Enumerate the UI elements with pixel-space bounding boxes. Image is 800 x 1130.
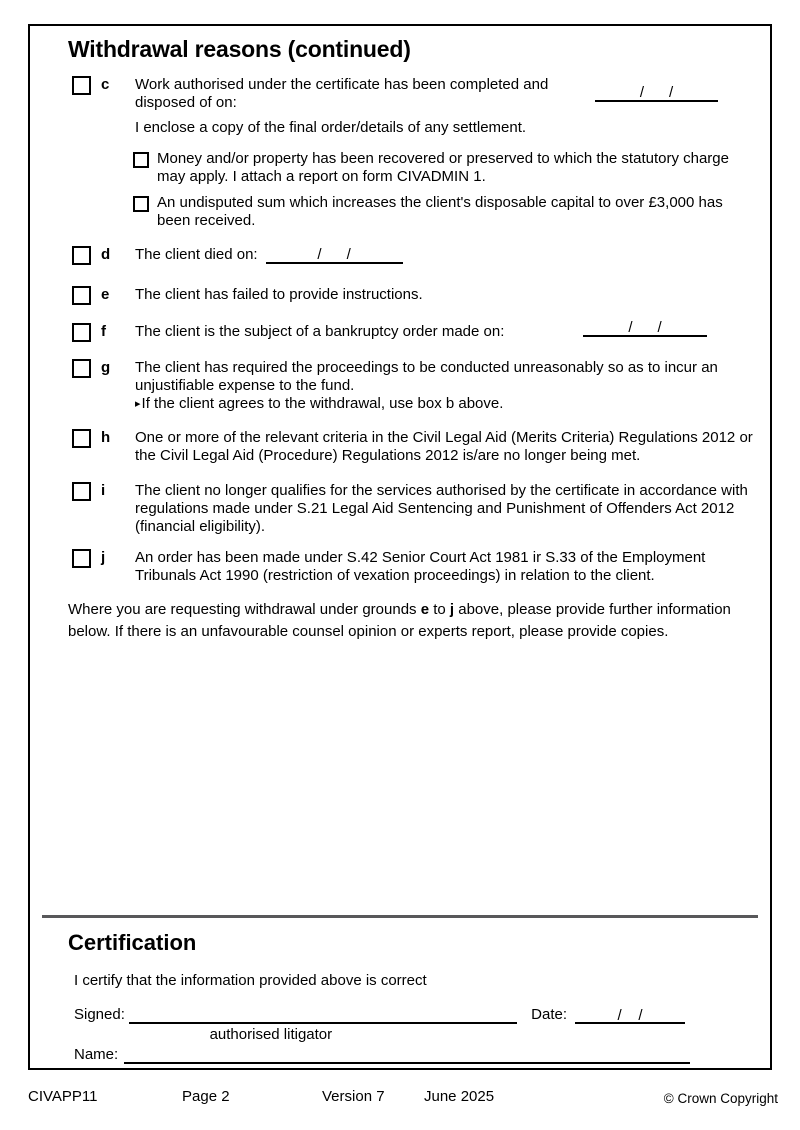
- reason-item-j: [30, 549, 770, 585]
- date-field-f[interactable]: / /: [583, 319, 707, 337]
- certification-title: Certification: [68, 930, 197, 955]
- certification-statement: I certify that the information provided above is correct: [74, 972, 427, 989]
- reason-text-g: The client has required the proceedings to be conducted unreasonably so as to incur an unjustifiable expense to the fund.: [135, 359, 718, 394]
- reason-letter-i: i: [101, 482, 106, 499]
- footer-form-id: CIVAPP11: [28, 1088, 98, 1105]
- footer-date: June 2025: [424, 1088, 495, 1105]
- grounds-note-pre: Where you are requesting withdrawal under grounds: [68, 601, 421, 618]
- reason-g-note: [135, 395, 756, 414]
- footer-copyright: © Crown Copyright: [663, 1091, 778, 1106]
- cert-date-label: Date:: [531, 1006, 567, 1023]
- enclose-note: I enclose a copy of the final order/details of any settlement.: [135, 119, 527, 136]
- name-label: Name:: [74, 1046, 119, 1063]
- reason-text-j: An order has been made under S.42 Senior Court Act 1981 ir S.33 of the Employment Tribunals Act 1990 (restriction of vexation proceedings) in relation to the client.: [135, 549, 706, 584]
- footer-page-number: Page 2: [182, 1088, 230, 1105]
- reason-body-f: [127, 319, 770, 341]
- checkbox-h[interactable]: [72, 429, 91, 448]
- grounds-note-j: j: [449, 601, 455, 618]
- cert-date-field[interactable]: / /: [575, 1007, 685, 1024]
- signed-row: [74, 1006, 685, 1043]
- reason-item-i: [30, 482, 770, 536]
- name-row: [74, 1046, 690, 1064]
- checkbox-undisputed-sum[interactable]: [133, 196, 149, 212]
- signature-line[interactable]: [129, 1007, 517, 1043]
- checkbox-c[interactable]: [72, 76, 91, 95]
- grounds-note: [68, 599, 742, 643]
- reason-item-h: [30, 429, 770, 465]
- reason-letter-d: d: [101, 246, 111, 263]
- reason-item-e: [30, 286, 770, 305]
- reason-letter-c: c: [101, 76, 110, 93]
- reason-item-c: [30, 76, 770, 230]
- grounds-note-mid: to: [429, 601, 450, 618]
- page-title: Withdrawal reasons (continued): [68, 36, 411, 62]
- reason-item-f: [30, 319, 770, 342]
- grounds-note-e: e: [420, 601, 430, 618]
- reason-body-j: [127, 549, 770, 585]
- reason-body-i: [127, 482, 770, 536]
- reason-text-i: The client no longer qualifies for the services authorised by the certificate in accordance with regulations made under S.21 Legal Aid Sentencing and Punishment of Offenders Act 2012 (financial eligibility).: [135, 482, 748, 535]
- reason-g-note-text: If the client agrees to the withdrawal, use box b above.: [141, 395, 504, 412]
- reason-body-e: [127, 286, 770, 304]
- name-line[interactable]: [124, 1047, 690, 1064]
- checkbox-d[interactable]: [72, 246, 91, 265]
- reason-letter-f: f: [101, 323, 106, 340]
- reason-letter-h: h: [101, 429, 111, 446]
- signature-caption: authorised litigator: [209, 1026, 333, 1043]
- reason-letter-e: e: [101, 286, 110, 303]
- reason-text-f: The client is the subject of a bankruptcy order made on:: [135, 323, 505, 340]
- checkbox-j[interactable]: [72, 549, 91, 568]
- signed-label: Signed:: [74, 1006, 125, 1023]
- reason-letter-g: g: [101, 359, 111, 376]
- reason-body-c: [127, 76, 770, 230]
- checkbox-g[interactable]: [72, 359, 91, 378]
- reason-text-h: One or more of the relevant criteria in the Civil Legal Aid (Merits Criteria) Regulations 2012 or the Civil Legal Aid (Procedure) Regulations 2012 is/are no longer being met.: [135, 429, 753, 464]
- reason-item-g: [30, 359, 770, 414]
- reason-item-d: [30, 246, 770, 265]
- checkbox-f[interactable]: [72, 323, 91, 342]
- checkbox-i[interactable]: [72, 482, 91, 501]
- reason-letter-j: j: [101, 549, 106, 566]
- section-divider: [42, 915, 758, 918]
- certification-section: [30, 915, 770, 1064]
- reason-body-d: [127, 246, 770, 264]
- arrow-bullet-icon: ▸: [135, 398, 141, 410]
- reason-text-c: Work authorised under the certificate has been completed and disposed of on:: [135, 76, 549, 111]
- sub-item-undisputed-sum: [133, 194, 756, 230]
- reason-text-d: The client died on:: [135, 246, 258, 263]
- date-field-d[interactable]: / /: [266, 246, 403, 264]
- form-border: [28, 24, 772, 1070]
- sub-item-money: [133, 150, 756, 186]
- sub-item-undisputed-sum-text: An undisputed sum which increases the client's disposable capital to over £3,000 has been received.: [157, 194, 723, 229]
- reason-text-e: The client has failed to provide instructions.: [135, 286, 423, 303]
- footer-version: Version 7: [322, 1088, 385, 1105]
- checkbox-money-recovered[interactable]: [133, 152, 149, 168]
- reason-body-h: [127, 429, 770, 465]
- checkbox-e[interactable]: [72, 286, 91, 305]
- grounds-note-post: above, please provide further information below. If there is an unfavourable counsel opinion or experts report, please provide copies.: [68, 601, 731, 640]
- page-footer: [0, 1088, 800, 1112]
- date-field-c[interactable]: / /: [595, 84, 718, 102]
- sub-item-money-text: Money and/or property has been recovered or preserved to which the statutory charge may apply. I attach a report on form CIVADMIN 1.: [157, 150, 729, 185]
- reason-body-g: [127, 359, 770, 414]
